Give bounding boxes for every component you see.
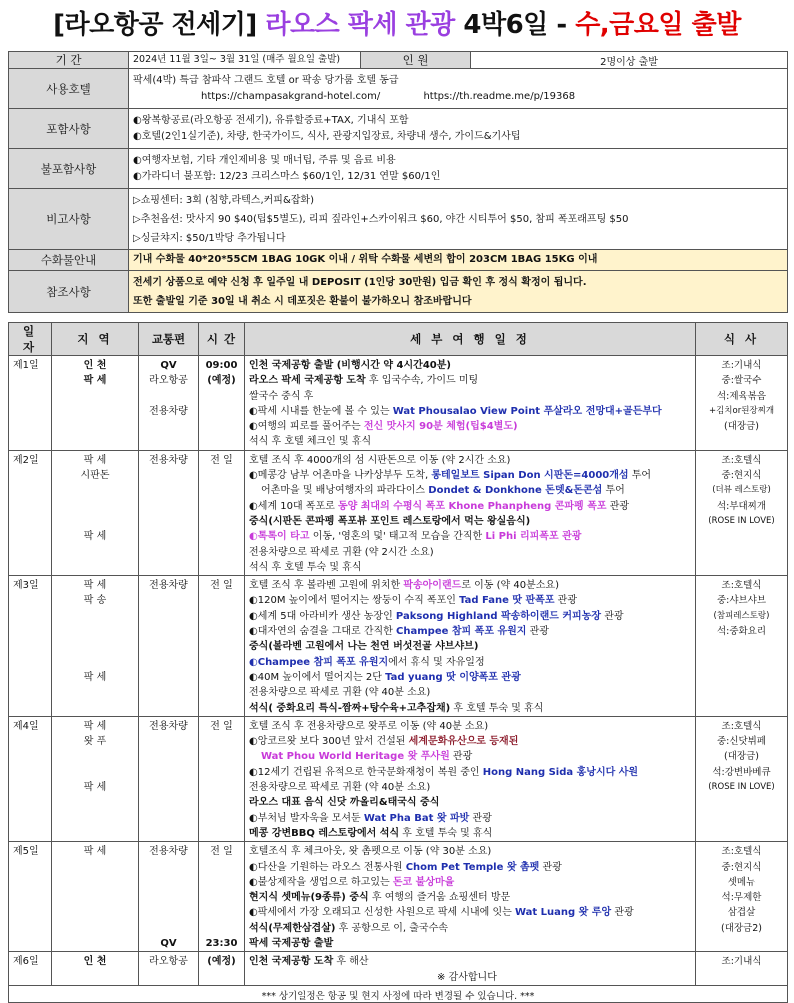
meal: +김치or된장찌개 (708, 405, 775, 416)
header-day: 일 자 (9, 323, 52, 356)
meal: 석:무제한 (721, 892, 762, 904)
detail-line: 전용차량으로 팍세로 귀환 (약 40분 소요) (249, 782, 431, 794)
table-row (9, 356, 788, 451)
detail-text: 호텔 조식 후 볼라벤 고원에 위치한 (249, 580, 404, 592)
day-label: 제6일 (13, 956, 39, 968)
meal: (더뷰 레스토랑) (712, 485, 771, 496)
detail-highlight: Champee 참피 폭포 유원지 (396, 626, 527, 638)
detail-text: 투어 (628, 470, 652, 482)
detail-text: 후 호텔 투숙 및 휴식 (399, 827, 493, 839)
meal: 석:강변바베큐 (712, 766, 771, 778)
detail-line: 팍세 국제공항 출발 (249, 937, 334, 949)
meal: (ROSE IN LOVE) (708, 515, 775, 526)
region: 시판돈 (80, 470, 110, 482)
detail-line: 호텔 조식 후 전용차량으로 왓푸로 이동 (약 40분 소요) (249, 720, 489, 732)
info-section (8, 51, 787, 313)
region: 팍 송 (83, 595, 107, 607)
detail-text: ◐120M 높이에서 떨어지는 쌍둥이 수직 폭포인 (249, 595, 460, 607)
detail-line: 중식(시판돈 콘파펭 폭포뷰 포인트 레스토랑에서 먹는 왕실음식) (249, 515, 531, 527)
remarks-label: 비고사항 (9, 189, 129, 250)
header-meal: 식 사 (696, 323, 788, 356)
notes-line: 전세기 상품으로 예약 신청 후 일주일 내 DEPOSIT (1인당 30만원) 입금 확인 후 정식 확정이 됩니다. (133, 276, 587, 288)
meal: (ROSE IN LOVE) (708, 782, 775, 793)
meal: 조:기내식 (721, 956, 762, 968)
hotel-url-link[interactable]: https://th.readme.me/p/19368 (423, 90, 576, 102)
detail-text: 에서 휴식 및 자유일정 (388, 656, 485, 668)
transport: 전용차량 (149, 454, 188, 466)
detail-highlight: Hong Nang Sida 홍낭시다 사원 (482, 766, 639, 778)
detail-bold: 메콩 강변BBQ 레스토랑에서 석식 (249, 827, 400, 839)
detail-text: 어촌마을 및 배낭여행자의 파라다이스 (261, 485, 429, 497)
time: 전 일 (210, 580, 233, 592)
meal: 셋메뉴 (727, 876, 756, 888)
hotel-label: 사용호텔 (9, 69, 129, 109)
detail-text: ◐메콩강 남부 어촌마을 나카상부두 도착, (249, 470, 432, 482)
meal: 중:쌀국수 (721, 375, 762, 387)
meal: (참피레스토랑) (713, 610, 770, 621)
detail-bold: 라오스 팍세 국제공항 도착 (249, 375, 366, 387)
detail-text: 후 호텔 투숙 및 휴식 (450, 702, 544, 714)
day-label: 제2일 (13, 454, 39, 466)
table-row (9, 576, 788, 717)
meal: (대장금) (724, 421, 759, 433)
time: 전 일 (210, 454, 233, 466)
meal: 조:기내식 (721, 360, 762, 371)
day-label: 제4일 (13, 720, 39, 732)
detail-text: 관광 (611, 907, 634, 919)
detail-line: 쌀국수 중식 후 (249, 390, 314, 402)
region: 팍 세 (83, 375, 107, 387)
detail-text: 후 입국수속, 가이드 미팅 (365, 375, 479, 387)
include-label: 포함사항 (9, 109, 129, 149)
detail-text: 이동, '영혼의 덫' 태고적 모습을 간직한 (309, 531, 486, 543)
meal: 석:부대찌개 (716, 500, 767, 512)
baggage-value: 기내 수화물 40*20*55CM 1BAG 10GK 이내 / 위탁 수화물 세변의 합이 203CM 1BAG 15KG 이내 (129, 250, 788, 271)
detail-text: 관광 (606, 500, 630, 512)
transport: 전용차량 (149, 405, 188, 417)
detail-highlight: Tad Fane 땃 판폭포 (459, 595, 555, 607)
detail-highlight: Chom Pet Temple 왓 촘펫 (405, 861, 540, 873)
meal: 조:호텔식 (721, 580, 762, 592)
detail-text: 관광 (526, 626, 549, 638)
detail-line: 석식 후 호텔 투숙 및 휴식 (249, 561, 362, 573)
title-part-duration: 4박6일 - (463, 10, 567, 40)
remarks-line: ▷추천옵션: 맛사지 90 $40(팁$5별도), 리피 짚라인+스카이워크 $60, 야간 시티투어 $50, 참피 폭포래프팅 $50 (133, 213, 629, 225)
time: (예정) (207, 956, 236, 968)
transport: 전용차량 (149, 720, 188, 732)
region: 팍 세 (83, 531, 107, 543)
detail-text: 관광 (449, 751, 473, 763)
detail-text: 관광 (539, 861, 562, 873)
detail-highlight: Paksong Highland 팍송하이랜드 커피농장 (395, 610, 602, 622)
table-row (9, 952, 788, 986)
detail-highlight: 롱테일보트 Sipan Don 시판돈=4000개섬 (431, 470, 629, 482)
meal: (대장금2) (721, 922, 762, 934)
notes-line: 또한 출발일 기준 30일 내 취소 시 데포짓은 환불이 불가하오니 참조바랍니다 (133, 295, 472, 307)
detail-text: 로 이동 (약 40분소요) (461, 580, 559, 592)
detail-text: ◐12세기 건립된 유적으로 한국문화재청이 복원 중인 (249, 766, 483, 778)
hotel-url-link[interactable]: https://champasakgrand-hotel.com/ (201, 90, 381, 102)
meal: 중:신닷뷔페 (716, 736, 767, 748)
region: 왓 푸 (83, 736, 107, 748)
time: 전 일 (210, 846, 233, 858)
remarks-line: ▷싱글챠지: $50/1박당 추가됩니다 (133, 232, 286, 244)
detail-text: ◐대자연의 숨결을 그대로 간직한 (249, 626, 397, 638)
detail-text: 관광 (469, 812, 492, 824)
detail-text: ◐팍세에서 가장 오래되고 신성한 사원으로 팍세 시내에 잇는 (249, 907, 515, 919)
hotel-line: 팍세(4박) 특급 참파삭 그랜드 호텔 or 팍송 당가룸 호텔 동급 (133, 74, 399, 86)
detail-highlight: 세계문화유산으로 등재된 (408, 736, 519, 748)
itinerary-table (8, 322, 787, 1003)
detail-text: 후 해산 (333, 956, 369, 968)
detail-text: ◐세계 10대 폭포로 (249, 500, 338, 512)
include-line: ◐호텔(2인1실기준), 차량, 한국가이드, 식사, 관광지입장료, 차량내 생수, 가이드&기사팁 (133, 130, 521, 142)
detail-highlight: 팍송아이랜드 (403, 580, 462, 592)
detail-text: ◐세계 5대 아라비카 생산 농장인 (249, 610, 396, 622)
region: 팍 세 (83, 846, 107, 858)
thanks-note: ※ 감사합니다 (437, 971, 497, 983)
table-row (9, 842, 788, 952)
transport: 전용차량 (149, 846, 188, 858)
baggage-label: 수화물안내 (9, 250, 129, 271)
title-part-destination: 라오스 팍세 관광 (265, 10, 455, 40)
meal: 중:현지식 (721, 861, 762, 873)
detail-highlight: ◐톡톡이 타고 (249, 531, 310, 543)
detail-highlight: Wat Phousalao View Point 푸살라오 전망대+골든부다 (392, 405, 662, 417)
detail-bold: 석식(무제한삼겹살) (249, 922, 336, 934)
detail-highlight: Li Phi 리피폭포 관광 (485, 531, 582, 543)
transport: 라오항공 (149, 956, 188, 968)
header-detail: 세 부 여 행 일 정 (245, 323, 696, 356)
period-value: 2024년 11월 3일~ 3월 31일 (매주 월요일 출발) (129, 52, 361, 69)
meal: 석:중화요리 (716, 626, 767, 638)
detail-text: ◐40M 높이에서 떨어지는 2단 (249, 671, 386, 683)
region: 팍 세 (83, 454, 107, 466)
page-title (0, 0, 794, 50)
meal: 삼겹살 (727, 907, 756, 919)
exclude-line: ◐가라디너 불포함: 12/23 크리스마스 $60/1인, 12/31 연말 $60/1인 (133, 170, 441, 182)
detail-text: 관광 (601, 610, 624, 622)
detail-highlight: Tad yuang 땃 이양폭포 관광 (385, 671, 521, 683)
detail-text: ◐앙코르왓 보다 300년 앞서 건설된 (249, 736, 409, 748)
detail-highlight: Wat Phou World Heritage 왓 푸사원 (261, 751, 450, 763)
detail-bold: 현지식 셋메뉴(9종류) 중식 (249, 892, 369, 904)
detail-line: 호텔 조식 후 4000개의 섬 시판돈으로 이동 (약 2시간 소요) (249, 454, 511, 466)
detail-line: 라오스 대표 음식 신닷 까올리&태국식 중식 (249, 797, 440, 809)
region: 인 천 (83, 956, 107, 968)
detail-line: 중식(볼라벤 고원에서 나는 천연 버섯전골 샤브샤브) (249, 641, 479, 653)
region: 인 천 (83, 360, 107, 371)
region: 팍 세 (83, 580, 107, 592)
detail-highlight: Wat Pha Bat 왓 파밧 (363, 812, 470, 824)
exclude-line: ◐여행자보험, 기타 개인제비용 및 매너팁, 주류 및 음료 비용 (133, 154, 396, 166)
meal: 조:호텔식 (721, 720, 762, 732)
detail-highlight: 전신 맛사지 90분 체험(팁$4별도) (363, 421, 518, 433)
title-part-airline: [라오항공 전세기] (53, 10, 257, 40)
detail-text: ◐다산을 기원하는 라오스 전통사원 (249, 861, 406, 873)
period-label: 기 간 (9, 52, 129, 69)
meal: 중:현지식 (721, 470, 762, 482)
detail-line: 인천 국제공항 출발 (비행시간 약 4시간40분) (249, 360, 451, 371)
detail-text: ◐불상제작을 생업으로 하고있는 (249, 876, 393, 888)
meal: 조:호텔식 (721, 454, 762, 466)
detail-highlight: Dondet & Donkhone 돈뎃&돈콘섬 (428, 485, 603, 497)
detail-highlight: 돈코 불상마을 (392, 876, 455, 888)
detail-text: 후 여행의 즐거움 쇼핑센터 방문 (368, 892, 511, 904)
include-line: ◐왕복항공료(라오항공 전세기), 유류할증료+TAX, 기내식 포함 (133, 114, 409, 126)
transport: 전용차량 (149, 580, 188, 592)
exclude-label: 불포함사항 (9, 149, 129, 189)
header-region: 지 역 (52, 323, 139, 356)
day-label: 제3일 (13, 580, 39, 592)
hotel-cell (129, 69, 788, 109)
day-label: 제1일 (13, 360, 39, 371)
title-part-departure: 수,금요일 출발 (575, 10, 741, 40)
detail-line: 전용차량으로 팍세로 귀환 (약 40분 소요) (249, 687, 431, 699)
people-label: 인 원 (361, 52, 471, 69)
detail-line: 석식 후 호텔 체크인 및 휴식 (249, 436, 372, 448)
time: 23:30 (205, 937, 238, 949)
detail-bold: 인천 국제공항 도착 (249, 956, 334, 968)
detail-highlight: 동양 최대의 수평식 폭포 Khone Phanpheng 콘파펭 폭포 (337, 500, 607, 512)
notes-label: 참조사항 (9, 271, 129, 313)
header-time: 시 간 (199, 323, 245, 356)
time: (예정) (207, 375, 236, 387)
detail-highlight: ◐Champee 참피 폭포 유원지 (249, 656, 389, 668)
remarks-line: ▷쇼핑센터: 3회 (침향,라텍스,커피&잡화) (133, 194, 314, 206)
header-transport: 교통편 (139, 323, 199, 356)
transport: 라오항공 (149, 375, 188, 387)
table-row (9, 450, 788, 575)
time: 09:00 (205, 360, 238, 371)
people-value: 2명이상 출발 (471, 52, 788, 69)
detail-text: ◐부처님 발자욱을 모셔둔 (249, 812, 364, 824)
region: 팍 세 (83, 671, 107, 683)
region: 팍 세 (83, 720, 107, 732)
transport: QV (160, 360, 177, 371)
footer-note: *** 상기일정은 항공 및 현지 사정에 따라 변경될 수 있습니다. *** (9, 985, 788, 1002)
region: 팍 세 (83, 782, 107, 794)
detail-bold: 석식( 중화요리 특식-짬짜+탕수육+고추잡채) (249, 702, 451, 714)
table-row (9, 716, 788, 841)
meal: 조:호텔식 (721, 846, 762, 858)
detail-line: 전용차량으로 팍세로 귀환 (약 2시간 소요) (249, 546, 434, 558)
transport: QV (160, 937, 177, 949)
meal: (대장금) (724, 751, 759, 763)
time: 전 일 (210, 720, 233, 732)
detail-text: 관광 (554, 595, 577, 607)
meal: 중:샤브샤브 (716, 595, 767, 607)
detail-line: 호텔조식 후 체크아웃, 왓 촘펫으로 이동 (약 30분 소요) (249, 846, 492, 858)
detail-text: 후 공항으로 이, 출국수속 (335, 922, 448, 934)
detail-text: 투어 (602, 485, 625, 497)
detail-text: ◐팍세 시내를 한눈에 볼 수 있는 (249, 405, 393, 417)
detail-text: ◐여행의 피로를 풀어주는 (249, 421, 364, 433)
day-label: 제5일 (13, 846, 39, 858)
detail-highlight: Wat Luang 왓 루앙 (515, 907, 612, 919)
meal: 석:제육볶음 (716, 390, 767, 402)
